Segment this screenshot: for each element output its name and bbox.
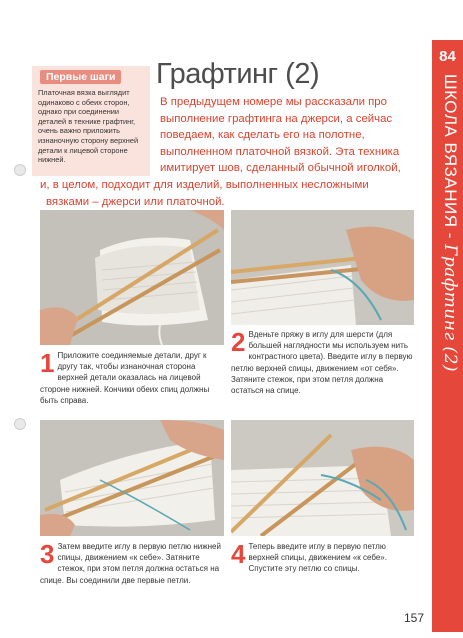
step-text: Затем введите иглу в первую петлю нижней спицы, движением «к себе». Затяните стежок, при этом петля должна остаться на спице. Вы соединили две первые петли.: [40, 542, 221, 585]
binder-hole: [14, 418, 26, 430]
section-topic: Графтинг (2): [440, 244, 460, 373]
step-number: 4: [231, 539, 246, 569]
intro-line: вязками – джерси или платочной.: [46, 195, 225, 208]
section-sidebar: [432, 40, 463, 632]
step-text: Приложите соединяемые детали, друг к другу так, чтобы изнаночная сторона верхней детали оказалась на лицевой стороне нижней. Кончики обеих спиц должны быть справа.: [40, 351, 210, 405]
step-number: 2: [231, 327, 246, 357]
intro-line: имитирует шов, сделанный обычной иголкой,: [160, 162, 401, 175]
step-number: 3: [40, 539, 55, 569]
binder-hole: [14, 164, 26, 176]
section-title: [434, 74, 460, 404]
section-name: ШКОЛА ВЯЗАНИЯ -: [441, 74, 460, 245]
intro-line: поведаем, как сделать его на полотне,: [160, 129, 365, 142]
first-steps-text: Платочная вязка выглядит одинаково с обеих сторон, однако при соединении деталей в технике графтинг, очень важно приложить изнаночную сторону верхней детали к лицевой стороне нижней.: [38, 88, 139, 165]
intro-line: выполнение графтинга на джерси, а сейчас: [160, 112, 393, 125]
step-4-photo: [231, 420, 414, 536]
intro-paragraph: [40, 94, 428, 210]
first-steps-title: Первые шаги: [40, 70, 121, 84]
step-4: [231, 541, 414, 575]
intro-line: В предыдущем номере мы рассказали про: [160, 96, 387, 108]
step-number: 1: [40, 348, 55, 378]
step-1: [40, 350, 224, 406]
page-folio: 157: [404, 611, 425, 625]
step-3-photo: [40, 420, 224, 536]
intro-line: выполненном платочной вязкой. Эта техника: [160, 145, 400, 158]
step-2-photo: [231, 210, 414, 325]
step-1-photo: [40, 210, 224, 345]
page-title: Графтинг (2): [156, 58, 320, 90]
step-text: Вденьте пряжу в иглу для шерсти (для большей наглядности мы используем нить контрастного цвета). Введите иглу в первую петлю верхней спицы, движением «от себя». Затяните стежок, при этом петля должна остаться на спице.: [231, 330, 413, 396]
step-2: [231, 329, 414, 396]
intro-line: и, в целом, подходит для изделий, выполненных несложными: [40, 178, 369, 191]
page-number: 84: [439, 48, 456, 65]
step-text: Теперь введите иглу в первую петлю верхней спицы, движением «к себе». Спустите эту петлю со спицы.: [248, 542, 387, 574]
step-3: [40, 541, 224, 586]
